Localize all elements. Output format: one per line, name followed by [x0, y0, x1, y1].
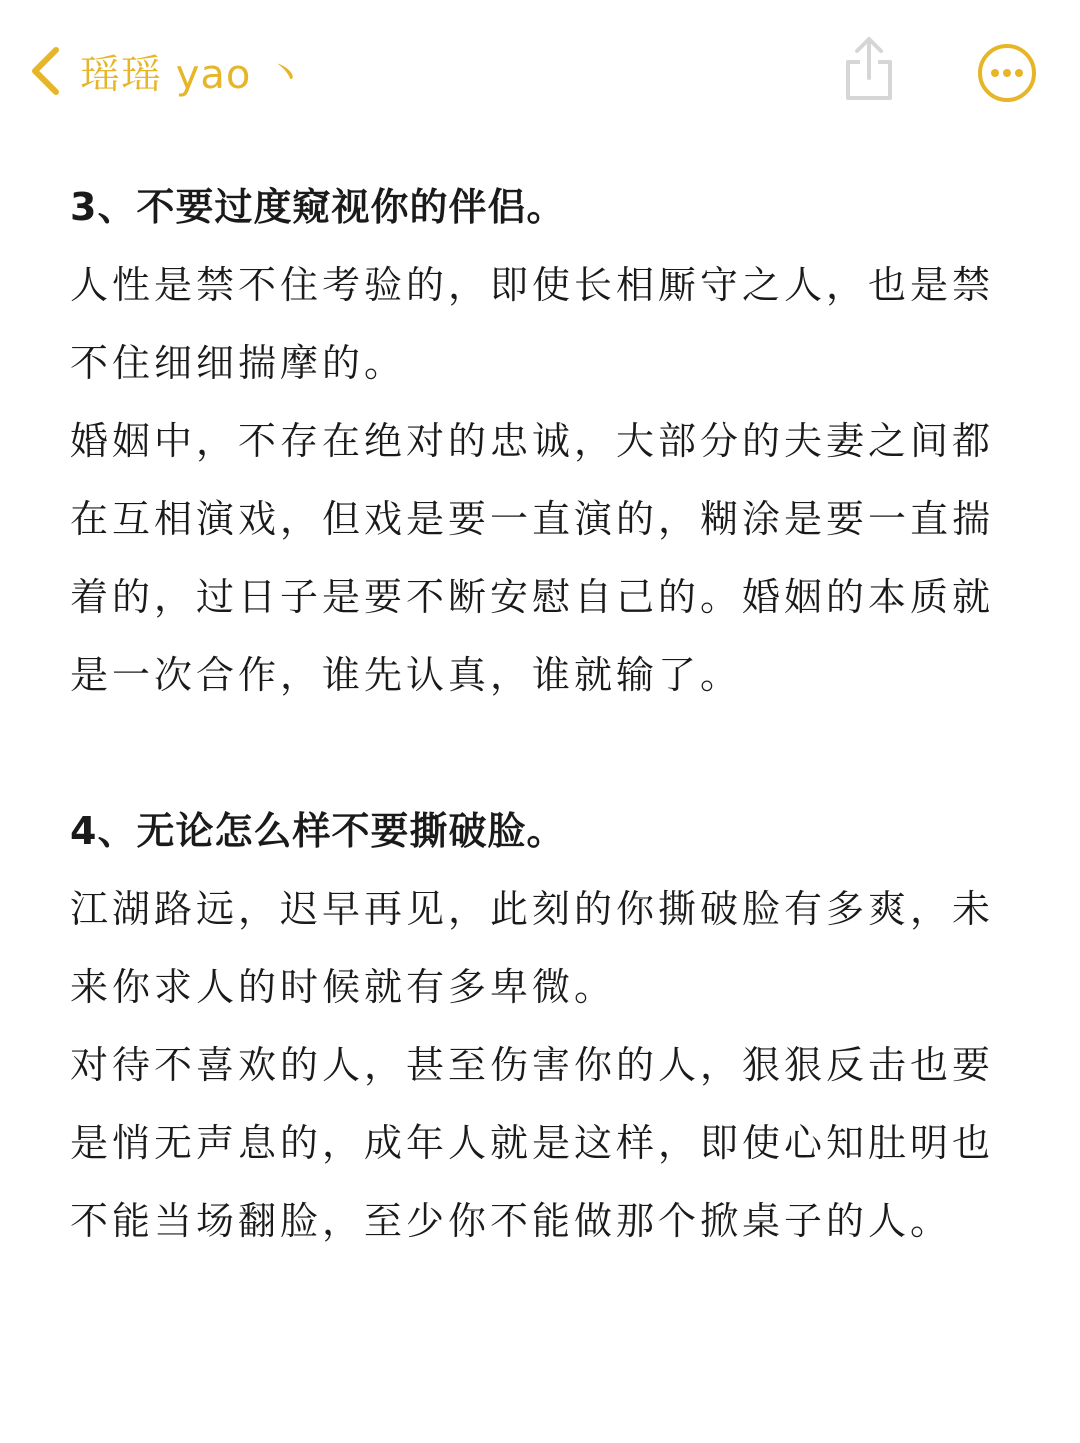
share-button[interactable] — [838, 34, 900, 104]
chevron-left-icon — [26, 45, 62, 97]
section-heading: 3、不要过度窥视你的伴侣。 — [70, 185, 566, 229]
note-body — [70, 168, 1020, 1260]
top-bar — [0, 0, 1080, 140]
paragraph: 对待不喜欢的人，甚至伤害你的人，狠狠反击也要是悄无声息的，成年人就是这样，即使心知肚明也不能当场翻脸，至少你不能做那个掀桌子的人。 — [70, 1043, 995, 1243]
share-icon — [838, 89, 900, 108]
section-heading: 4、无论怎么样不要撕破脸。 — [70, 809, 566, 853]
note-title: 瑶瑶 yao 丶 — [80, 51, 307, 98]
more-icon — [976, 89, 1038, 108]
paragraph: 婚姻中，不存在绝对的忠诚，大部分的夫妻之间都在互相演戏，但戏是要一直演的，糊涂是要一直揣着的，过日子是要不断安慰自己的。婚姻的本质就是一次合作，谁先认真，谁就输了。 — [70, 419, 995, 697]
more-button[interactable] — [976, 42, 1038, 104]
paragraph: 人性是禁不住考验的，即使长相厮守之人，也是禁不住细细揣摩的。 — [70, 263, 995, 385]
back-button[interactable] — [26, 40, 306, 102]
paragraph: 江湖路远，迟早再见，此刻的你撕破脸有多爽，未来你求人的时候就有多卑微。 — [70, 887, 995, 1009]
section-spacer — [70, 714, 1020, 792]
